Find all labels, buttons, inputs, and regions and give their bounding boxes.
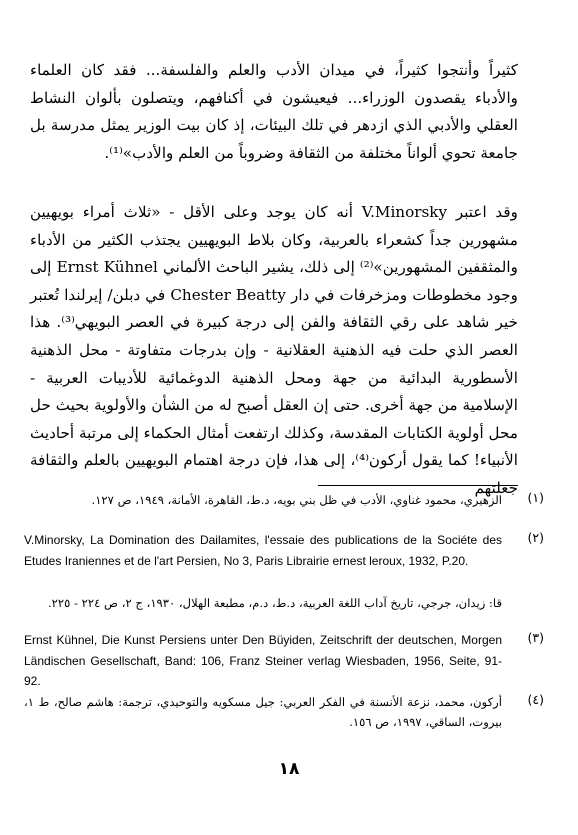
footnote-separator: [318, 485, 518, 486]
footnote: [24, 692, 544, 732]
footnote: [24, 630, 544, 692]
body-paragraph: [30, 57, 518, 167]
paragraph-text: وقد اعتبر V.Minorsky أنه كان يوجد وعلى الأقل - «ثلاث أمراء بويهيين مشهورين جداً كشعراء بالعربية، وكان بلاط البويهيين يجتذب الكثير من الأدباء والمثقفين المشهورين»⁽²⁾ إلى ذلك، يشير الباحث الألماني Ernst Kühnel إلى وجود مخطوطات ومزخرفات في دار Chester Beatty في دبلن/ إيرلندا تُعتبر خير شاهد على رقي الثقافة والفن إلى درجة كبيرة في العصر البويهي⁽³⁾. هذا العصر الذي حلت فيه الذهنية العقلانية - وإن بدرجات متفاوتة - محل الذهنية الأسطورية البدائية من جهة ومحل الذهنية الدوغمائية للأديبات العربية - الإسلامية من جهة أخرى. حتى إن العقل أصبح له من الشأن والأولوية بحيث حل محل أولوية الكتابات المقدسة، وكذلك ارتفعت أمثال الحكماء إلى مرتبة أحاديث الأنبياء! كما يقول أركون⁽⁴⁾، إلى هذا، فإن درجة اهتمام البويهيين بالعلم والثقافة جعلتهم: [30, 203, 519, 497]
footnote-text: الزهيري، محمود غناوي، الأدب في ظل بني بويه، د.ط، القاهرة، الأمانة، ١٩٤٩، ص ١٢٧.: [91, 493, 502, 507]
footnote-continuation: [24, 593, 544, 613]
footnote-number: (٣): [527, 630, 544, 645]
footnote-text: أركون، محمد، نزعة الأنسنة في الفكر العربي: جيل مسكويه والتوحيدي، ترجمة: هاشم صالح، ط ١، بيروت، الساقي، ١٩٩٧، ص ١٥٦.: [24, 695, 502, 729]
footnote-number: (٢): [527, 530, 544, 545]
page-number: ١٨: [278, 759, 300, 779]
footnote-text: V.Minorsky, La Domination des Dailamites, l'essaie des publications de la Sociéte des Etudes Iraniennes et de l'art Persien, No 3, Paris Librairie ernest leroux, 1932, P.20.: [24, 533, 502, 568]
footnote-text: قا: زيدان، جرجي، تاريخ آداب اللغة العربية، د.ط، د.م، مطبعة الهلال، ١٩٣٠، ج ٢، ص ٢٢٤ - ٢٢٥.: [47, 596, 502, 610]
paragraph-text: كثيراً وأنتجوا كثيراً، في ميدان الأدب والعلم والفلسفة... فقد كان العلماء والأدباء يقصدون الوزراء... فيعيشون في أكنافهم، ويتصلون بألوان النشاط العقلي والأدبي الذي ازدهر في تلك البيئات، إذ كان بيت الوزير يمثل مدرسة بل جامعة تحوي ألواناً مختلفة من الثقافة وضروباً من العلم والأدب»⁽¹⁾.: [30, 61, 518, 162]
footnote-text: Ernst Kühnel, Die Kunst Persiens unter Den Büyiden, Zeitschrift der deutschen, Morgen Ländischen Gesellschaft, Band: 106, Franz Steiner verlag Wiesbaden, 1956, Seite, 91-92.: [24, 633, 502, 688]
footnote-number: (١): [527, 490, 544, 505]
body-paragraph: [30, 199, 518, 503]
footnote: [24, 530, 544, 571]
footnote-number: (٤): [527, 692, 544, 707]
footnote: [24, 490, 544, 510]
